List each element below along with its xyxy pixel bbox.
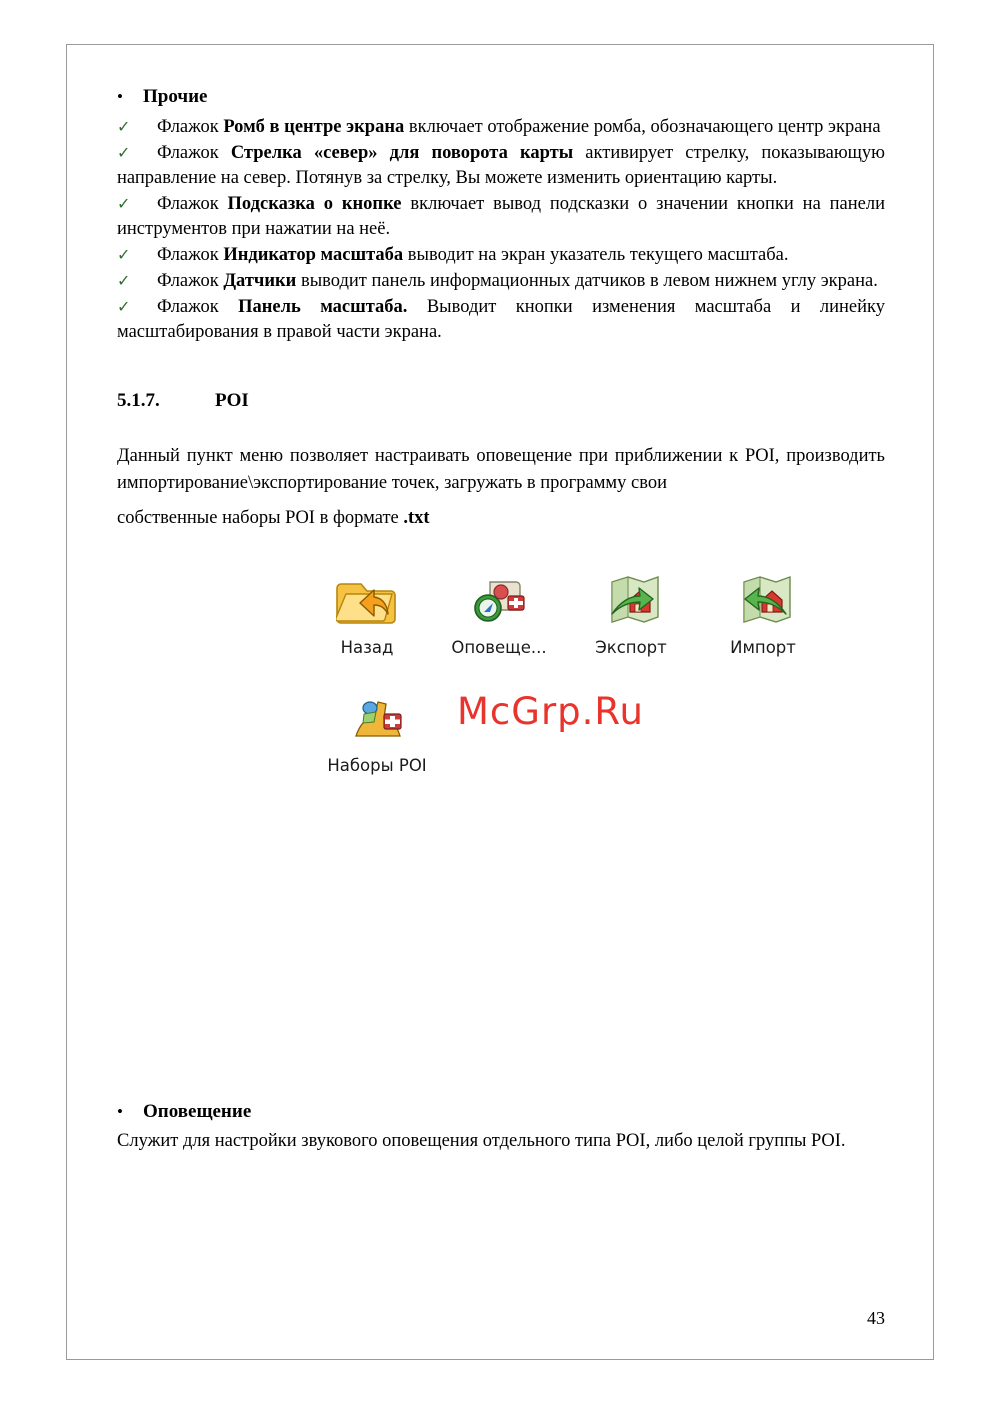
import-map-icon <box>698 570 828 632</box>
list-item-rest: включает отображение ромба, обозначающего центр экрана <box>404 117 881 137</box>
list-item <box>117 192 885 242</box>
poi-paragraph-2-bold: .txt <box>403 508 430 528</box>
poi-sets-icon <box>302 688 452 750</box>
check-icon: ✓ <box>117 196 131 213</box>
poi-button-import-label: Импорт <box>730 638 796 657</box>
alert-poi-icon <box>434 570 564 632</box>
list-item-bold: Индикатор масштаба <box>223 245 404 265</box>
poi-icon-grid <box>117 570 885 800</box>
poi-button-export-label: Экспорт <box>595 638 667 657</box>
list-item-bold: Панель масштаба. <box>238 297 408 317</box>
list-item <box>117 269 885 294</box>
list-item-prefix: Флажок <box>157 271 224 291</box>
list-item-prefix: Флажок <box>157 117 224 137</box>
list-item-bold: Стрелка «север» для поворота карты <box>230 143 574 163</box>
list-item-prefix: Флажок <box>157 297 239 317</box>
poi-paragraph-2-prefix: собственные наборы POI в формате <box>117 508 404 528</box>
poi-button-export[interactable] <box>566 570 696 657</box>
section-heading-other <box>117 85 885 109</box>
page-content <box>117 85 885 1163</box>
poi-button-alert-label: Оповеще... <box>451 638 547 657</box>
poi-paragraph-1: Данный пункт меню позволяет настраивать оповещение при приближении к POI, производить импортирование\экспортирование точек, загружать в программу свои <box>117 446 885 493</box>
list-item-rest: Выводит кнопки изменения масштаба и линейку масштабирования в правой части экрана. <box>117 297 885 342</box>
poi-button-alert[interactable] <box>434 570 564 657</box>
folder-back-icon <box>302 570 432 632</box>
poi-paragraph-2 <box>117 505 885 532</box>
poi-button-sets[interactable] <box>302 688 452 775</box>
check-icon: ✓ <box>117 247 131 264</box>
spacer <box>117 800 885 1100</box>
bullet-icon: • <box>117 87 123 106</box>
page-number: 43 <box>867 1308 885 1328</box>
section-heading-alert-label: Оповещение <box>143 1101 252 1122</box>
bullet-icon: • <box>117 1102 123 1121</box>
poi-button-back-label: Назад <box>340 638 394 657</box>
list-item-bold: Ромб в центре экрана <box>223 117 405 137</box>
poi-button-sets-label: Наборы POI <box>327 756 427 775</box>
check-icon: ✓ <box>117 299 131 316</box>
list-item-prefix: Флажок <box>157 194 228 214</box>
watermark: McGrp.Ru <box>457 690 644 733</box>
list-item <box>117 243 885 268</box>
list-item-bold: Подсказка о кнопке <box>227 194 402 214</box>
list-item-bold: Датчики <box>223 271 297 291</box>
document-page <box>66 44 934 1360</box>
section-heading-other-label: Прочие <box>143 86 208 107</box>
list-item-rest: выводит на экран указатель текущего масштаба. <box>403 245 789 265</box>
list-item <box>117 115 885 140</box>
list-item-rest: включает вывод подсказки о значении кнопки на панели инструментов при нажатии на неё. <box>117 194 885 239</box>
check-icon: ✓ <box>117 145 131 162</box>
list-item-prefix: Флажок <box>157 245 224 265</box>
check-icon: ✓ <box>117 273 131 290</box>
section-heading-alert <box>117 1100 885 1124</box>
list-item-rest: выводит панель информационных датчиков в левом нижнем углу экрана. <box>296 271 878 291</box>
section-title: POI <box>215 390 249 411</box>
list-item <box>117 141 885 191</box>
section-heading-poi <box>117 389 885 413</box>
list-item-prefix: Флажок <box>157 143 231 163</box>
export-map-icon <box>566 570 696 632</box>
list-item <box>117 295 885 345</box>
check-icon: ✓ <box>117 119 131 136</box>
section-number: 5.1.7. <box>117 390 160 411</box>
alert-paragraph: Служит для настройки звукового оповещения отдельного типа POI, либо целой группы POI. <box>117 1131 846 1151</box>
list-item-rest: активирует стрелку, показывающую направление на север. Потянув за стрелку, Вы можете изменить ориентацию карты. <box>117 143 885 188</box>
poi-button-back[interactable] <box>302 570 432 657</box>
poi-button-import[interactable] <box>698 570 828 657</box>
